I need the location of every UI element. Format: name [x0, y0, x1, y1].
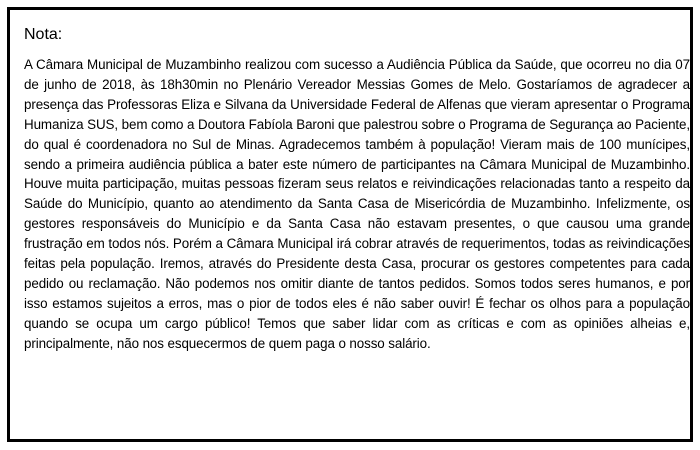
- note-title: Nota:: [24, 26, 63, 43]
- note-box: [7, 7, 693, 442]
- note-body: A Câmara Municipal de Muzambinho realizou com sucesso a Audiência Pública da Saúde, que ocorreu no dia 07 de junho de 2018, às 18h30min no Plenário Vereador Messias Gomes de Melo. Gostaríamos de agradecer a presença das Professoras Eliza e Silvana da Universidade Federal de Alfenas que vieram apresentar o Programa Humaniza SUS, bem como a Doutora Fabíola Baroni que palestrou sobre o Programa de Segurança ao Paciente, do qual é coordenadora no Sul de Minas. Agradecemos também à população! Vieram mais de 100 munícipes, sendo a primeira audiência pública a bater este número de participantes na Câmara Municipal de Muzambinho. Houve muita participação, muitas pessoas fizeram seus relatos e reivindicações relacionadas tanto a respeito da Saúde do Município, quanto ao atendimento da Santa Casa de Misericórdia de Muzambinho. Infelizmente, os gestores responsáveis do Município e da Santa Casa não estavam presentes, o que causou uma grande frustração em todos nós. Porém a Câmara Municipal irá cobrar através de requerimentos, todas as reivindicações feitas pela população. Iremos, através do Presidente desta Casa, procurar os gestores competentes para cada pedido ou reclamação. Não podemos nos omitir diante de tantos pedidos. Somos todos seres humanos, e por isso estamos sujeitos a erros, mas o pior de todos eles é não saber ouvir! É fechar os olhos para a população quando se ocupa um cargo público! Temos que saber lidar com as críticas e com as opiniões alheias e, principalmente, não nos esquecermos de quem paga o nosso salário.: [24, 57, 690, 351]
